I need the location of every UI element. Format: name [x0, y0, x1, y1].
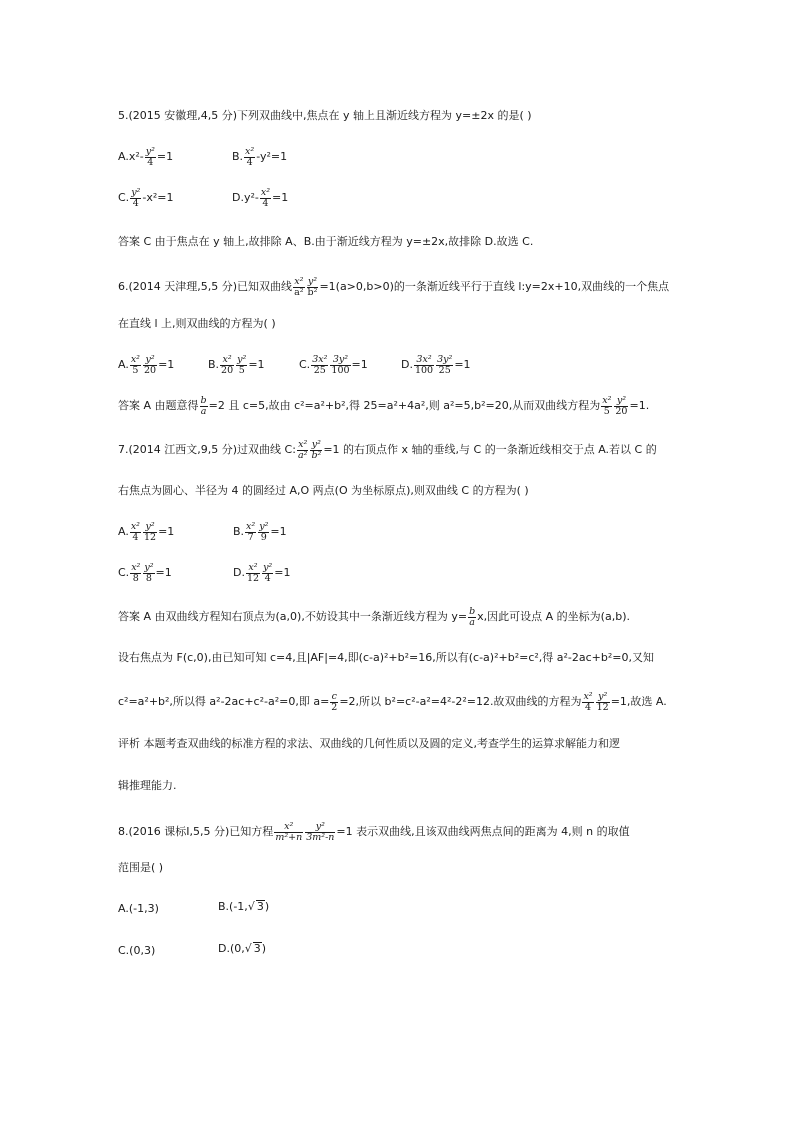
fraction: $\frac{\text{y²}}{12}$: [144, 521, 157, 543]
fraction: $\frac{\text{x²}}{8}$: [131, 562, 141, 584]
fraction: $\frac{\text{3y²}}{25}$: [437, 354, 453, 376]
fraction: $\frac{\text{x²}}{4}$: [260, 187, 271, 209]
fraction: $\frac{\text{3y²}}{100}$: [331, 354, 350, 376]
q6-stem: 6.(2014 天津理,5,5 分)已知双曲线 $\frac{\text{x²}}{\text{a²}}$ $\frac{\text{y²}}{\text{b²}}$ =1(a>0,b>0)的一条渐近线平行于直线 l:y=2x+10,双曲线的一个焦点: [118, 276, 670, 298]
fraction: $\frac{\text{y²}}{\text{b²}}$: [311, 439, 322, 461]
fraction: $\frac{\text{y²}}{12}$: [596, 691, 609, 713]
fraction: $\frac{\text{y²}}{8}$: [144, 562, 154, 584]
fraction: $\frac{c}{2}$: [331, 691, 338, 713]
q7-option-a[interactable]: A. $\frac{\text{x²}}{4}$ $\frac{\text{y²}}{12}$ =1: [118, 521, 175, 543]
fraction: $\frac{\text{y²}}{4}$: [263, 562, 273, 584]
fraction: $\frac{b}{a}$: [200, 395, 207, 417]
fraction: $\frac{\text{x²}}{\text{a²}}$: [294, 276, 304, 298]
fraction: $\frac{\text{x²}}{4}$: [583, 691, 593, 713]
q8-option-d[interactable]: D.(0,√ 3): [218, 942, 267, 955]
q7-comment-line2: 辑推理能力.: [118, 779, 177, 792]
q7-option-c[interactable]: C. $\frac{\text{x²}}{8}$ $\frac{\text{y²}}{8}$ =1: [118, 562, 172, 584]
q7-stem-line2: 右焦点为圆心、半径为 4 的圆经过 A,O 两点(O 为坐标原点),则双曲线 C 的方程为( ): [118, 484, 529, 497]
q7-answer-line2: 设右焦点为 F(c,0),由已知可知 c=4,且|AF|=4,即(c-a)²+b²=16,所以有(c-a)²+b²=c²,得 a²-2ac+b²=0,又知: [118, 651, 655, 664]
fraction: $\frac{\text{3x²}}{100}$: [414, 354, 434, 376]
q8-option-a[interactable]: A.(-1,3): [118, 902, 159, 915]
q5-option-b[interactable]: B. $\frac{\text{x²}}{4}$ -y²=1: [232, 146, 288, 168]
fraction: $\frac{\text{y²}}{20}$: [615, 395, 628, 417]
q7-answer-line3: c²=a²+b²,所以得 a²-2ac+c²-a²=0,即 a= $\frac{c}{2}$ =2,所以 b²=c²-a²=4²-2²=12.故双曲线的方程为 $\frac{\text{x²}}{4}$ $\frac{\text{y²}}{12}$ =1,故选 A.: [118, 691, 667, 713]
q7-stem: 7.(2014 江西文,9,5 分)过双曲线 C: $\frac{\text{x²}}{\text{a²}}$ $\frac{\text{y²}}{\text{b²}}$ =1 的右顶点作 x 轴的垂线,与 C 的一条渐近线相交于点 A.若以 C 的: [118, 439, 657, 461]
fraction: $\frac{\text{y²}}{\text{b²}}$: [307, 276, 318, 298]
q6-option-b[interactable]: B. $\frac{\text{x²}}{20}$ $\frac{\text{y²}}{5}$ =1: [208, 354, 265, 376]
q5-option-c[interactable]: C. $\frac{\text{y²}}{4}$ -x²=1: [118, 187, 174, 209]
fraction: $\frac{\text{3x²}}{25}$: [312, 354, 328, 376]
q7-option-d[interactable]: D. $\frac{\text{x²}}{12}$ $\frac{\text{y²}}{4}$ =1: [233, 562, 291, 584]
q6-answer: 答案 A 由题意得 $\frac{b}{a}$ =2 且 c=5,故由 c²=a²+b²,得 25=a²+4a²,则 a²=5,b²=20,从而双曲线方程为 $\frac{\text{x²}}{5}$ $\frac{\text{y²}}{20}$ =1.: [118, 395, 650, 417]
q8-stem: 8.(2016 课标Ⅰ,5,5 分)已知方程 $\frac{\text{x²}}{\text{m²+n}}$ $\frac{\text{y²}}{\text{3m²-n}}$ =1 表示双曲线,且该双曲线两焦点间的距离为 4,则 n 的取值: [118, 821, 630, 843]
q5-answer: 答案 C 由于焦点在 y 轴上,故排除 A、B.由于渐近线方程为 y=±2x,故排除 D.故选 C.: [118, 235, 534, 248]
q8-stem-line2: 范围是( ): [118, 861, 164, 874]
fraction: $\frac{b}{a}$: [469, 606, 476, 628]
q7-option-b[interactable]: B. $\frac{\text{x²}}{7}$ $\frac{\text{y²}}{9}$ =1: [233, 521, 287, 543]
fraction: $\frac{\text{x²}}{7}$: [246, 521, 256, 543]
q7-comment-line1: 评析 本题考查双曲线的标准方程的求法、双曲线的几何性质以及圆的定义,考查学生的运算求解能力和逻: [118, 737, 620, 750]
fraction: $\frac{\text{x²}}{4}$: [130, 521, 140, 543]
q6-option-d[interactable]: D. $\frac{\text{3x²}}{100}$ $\frac{\text{3y²}}{25}$ =1: [401, 354, 471, 376]
fraction: $\frac{\text{x²}}{20}$: [221, 354, 234, 376]
fraction: $\frac{\text{y²}}{20}$: [144, 354, 157, 376]
q7-answer-line1: 答案 A 由双曲线方程知右顶点为(a,0),不妨设其中一条渐近线方程为 y= $\frac{b}{a}$ x,因此可设点 A 的坐标为(a,b).: [118, 606, 630, 628]
fraction: $\frac{\text{x²}}{12}$: [246, 562, 260, 584]
fraction: $\frac{\text{y²}}{5}$: [237, 354, 247, 376]
fraction: $\frac{\text{y²}}{\text{3m²-n}}$: [306, 821, 335, 843]
q5-option-a[interactable]: A.x²- $\frac{\text{y²}}{4}$ =1: [118, 146, 174, 168]
fraction: $\frac{\text{x²}}{5}$: [602, 395, 612, 417]
fraction: $\frac{\text{x²}}{\text{a²}}$: [297, 439, 308, 461]
q5-option-d[interactable]: D.y²- $\frac{\text{x²}}{4}$ =1: [232, 187, 289, 209]
q8-option-b[interactable]: B.(-1,√ 3): [218, 900, 270, 913]
sqrt-icon: √: [247, 900, 255, 913]
fraction: $\frac{\text{x²}}{4}$: [245, 146, 255, 168]
q6-option-a[interactable]: A. $\frac{\text{x²}}{5}$ $\frac{\text{y²}}{20}$ =1: [118, 354, 175, 376]
sqrt-icon: √: [244, 942, 252, 955]
fraction: $\frac{\text{y²}}{4}$: [145, 146, 155, 168]
fraction: $\frac{\text{x²}}{5}$: [130, 354, 140, 376]
q5-stem: 5.(2015 安徽理,4,5 分)下列双曲线中,焦点在 y 轴上且渐近线方程为 y=±2x 的是( ): [118, 109, 532, 122]
q6-option-c[interactable]: C. $\frac{\text{3x²}}{25}$ $\frac{\text{3y²}}{100}$ =1: [299, 354, 368, 376]
q8-option-c[interactable]: C.(0,3): [118, 944, 156, 957]
fraction: $\frac{\text{x²}}{\text{m²+n}}$: [275, 821, 303, 843]
fraction: $\frac{\text{y²}}{4}$: [131, 187, 141, 209]
q6-stem-line2: 在直线 l 上,则双曲线的方程为( ): [118, 317, 276, 330]
fraction: $\frac{\text{y²}}{9}$: [259, 521, 269, 543]
